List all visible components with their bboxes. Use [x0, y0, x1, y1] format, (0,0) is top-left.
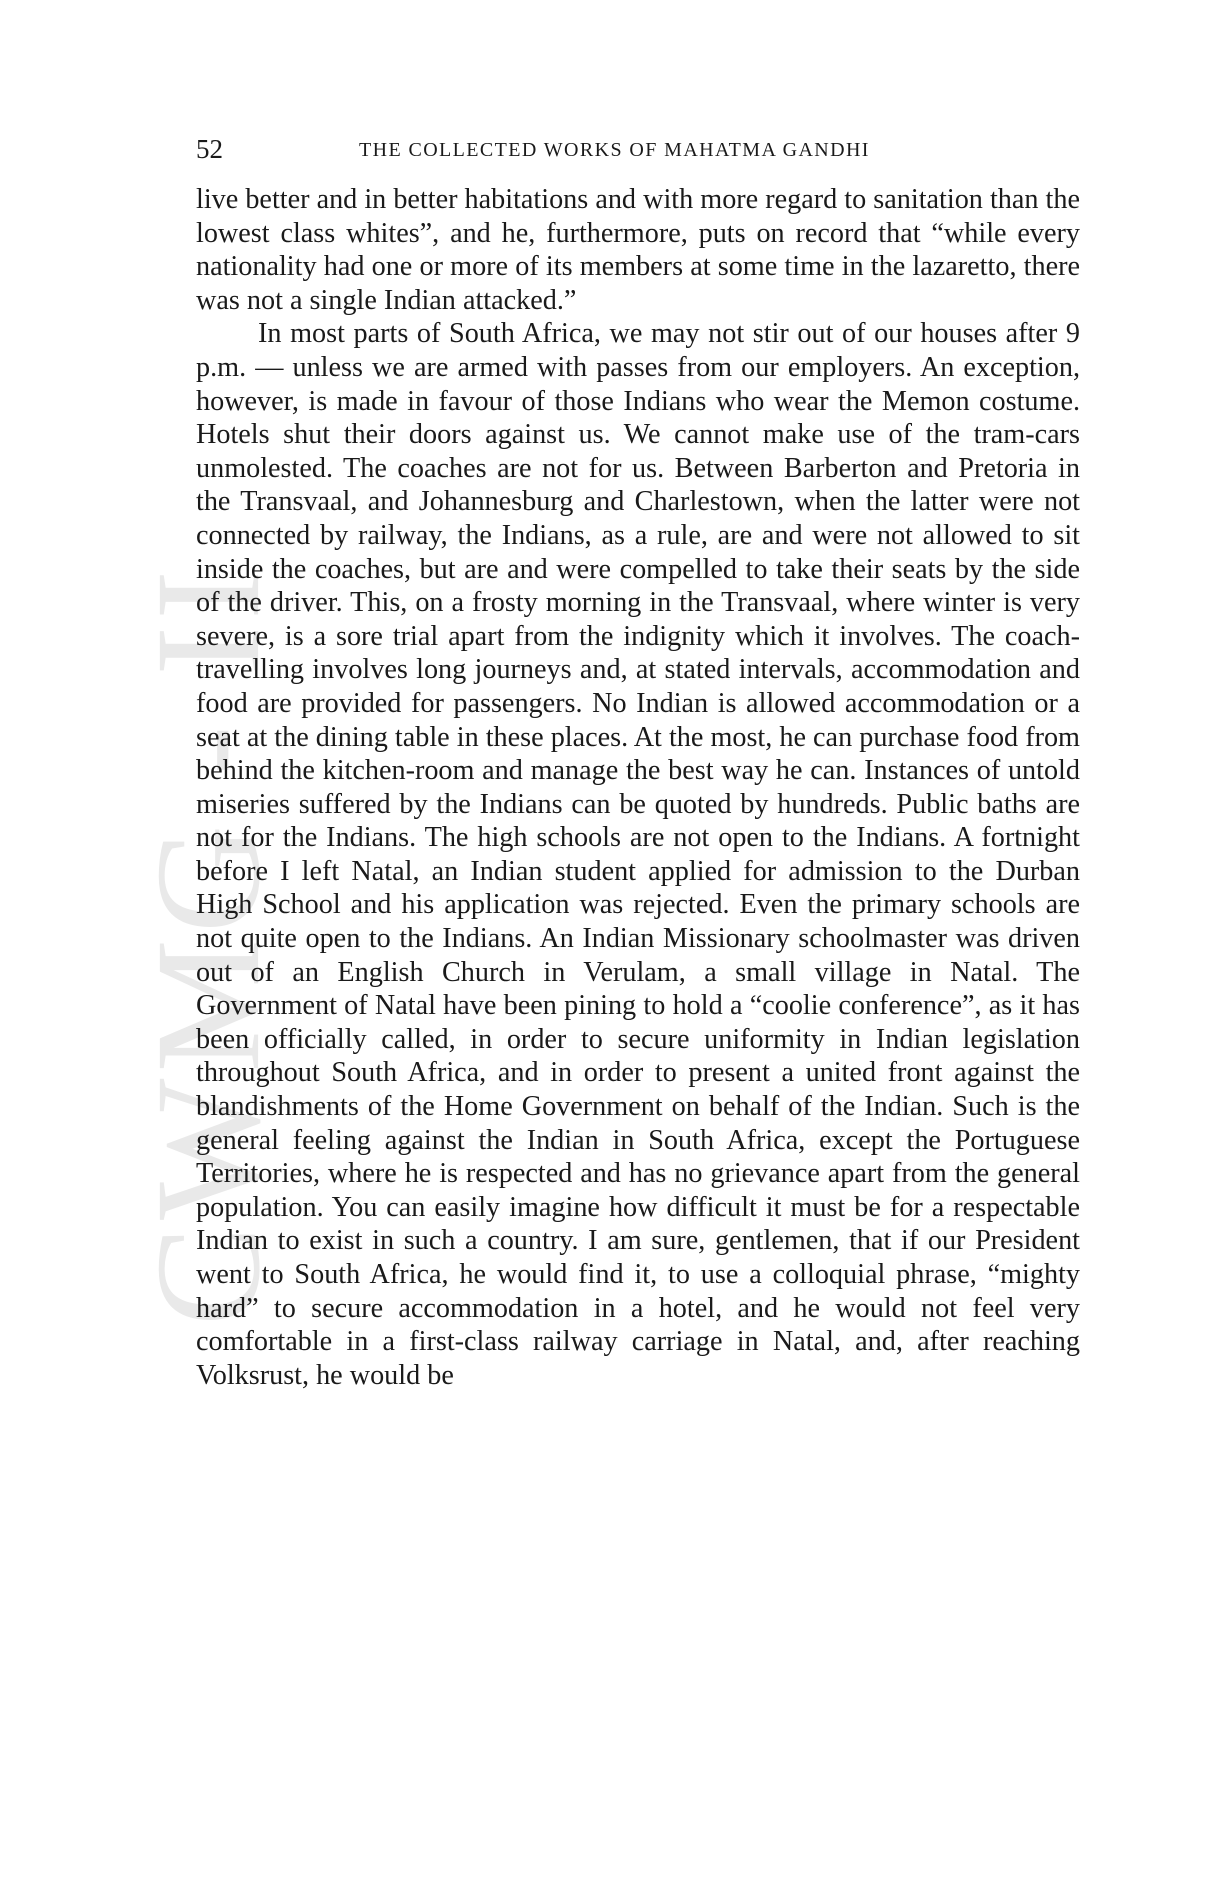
page-number: 52 — [196, 134, 223, 164]
page-header — [196, 132, 1080, 166]
paragraph: In most parts of South Africa, we may not stir out of our houses after 9 p.m. — unless we are armed with passes from our employers. An exception, however, is made in favour of those Indians who wear the Memon costume. Hotels shut their doors against us. We cannot make use of the tram-cars unmolested. The coaches are not for us. Between Barberton and Pretoria in the Transvaal, and Johannesburg and Charlestown, when the latter were not connected by railway, the Indians, as a rule, are and were not allowed to sit inside the coaches, but are and were compelled to take their seats by the side of the driver. This, on a frosty morning in the Transvaal, where winter is very severe, is a sore trial apart from the indignity which it involves. The coach-travelling involves long journeys and, at stated intervals, accommodation and food are provided for passengers. No Indian is allowed accommodation or a seat at the dining table in these places. At the most, he can purchase food from behind the kitchen-room and manage the best way he can. Instances of untold miseries suffered by the Indians can be quoted by hundreds. Public baths are not for the Indians. The high schools are not open to the Indians. A fortnight before I left Natal, an Indian student applied for admission to the Durban High School and his application was rejected. Even the primary schools are not quite open to the Indians. An Indian Missionary schoolmaster was driven out of an English Church in Verulam, a small village in Natal. The Government of Natal have been pining to hold a “coolie conference”, as it has been officially called, in order to secure uniformity in Indian legislation throughout South Africa, and in order to present a united front against the blandishments of the Home Government on behalf of the Indian. Such is the general feeling against the Indian in South Africa, except the Portuguese Territories, where he is respected and has no grievance apart from the general population. You can easily imagine how difficult it must be for a respectable Indian to exist in such a country. I am sure, gentlemen, that if our President went to South Africa, he would find it, to use a colloquial phrase, “mighty hard” to secure accommodation in a hotel, and he would not feel very comfortable in a first-class railway carriage in Natal, and, after reaching Volksrust, he would be — [196, 318, 1080, 1391]
paragraph-continuation: live better and in better habitations and with more regard to sanitation than the lowest class whites”, and he, furthermore, puts on record that “while every nationality had one or more of its members at some time in the lazaretto, there was not a single Indian attacked.” — [196, 184, 1080, 316]
running-title: THE COLLECTED WORKS OF MAHATMA GANDHI — [359, 139, 870, 161]
body-text — [196, 183, 1080, 1392]
watermark-text: CWMG - II — [125, 563, 291, 1327]
